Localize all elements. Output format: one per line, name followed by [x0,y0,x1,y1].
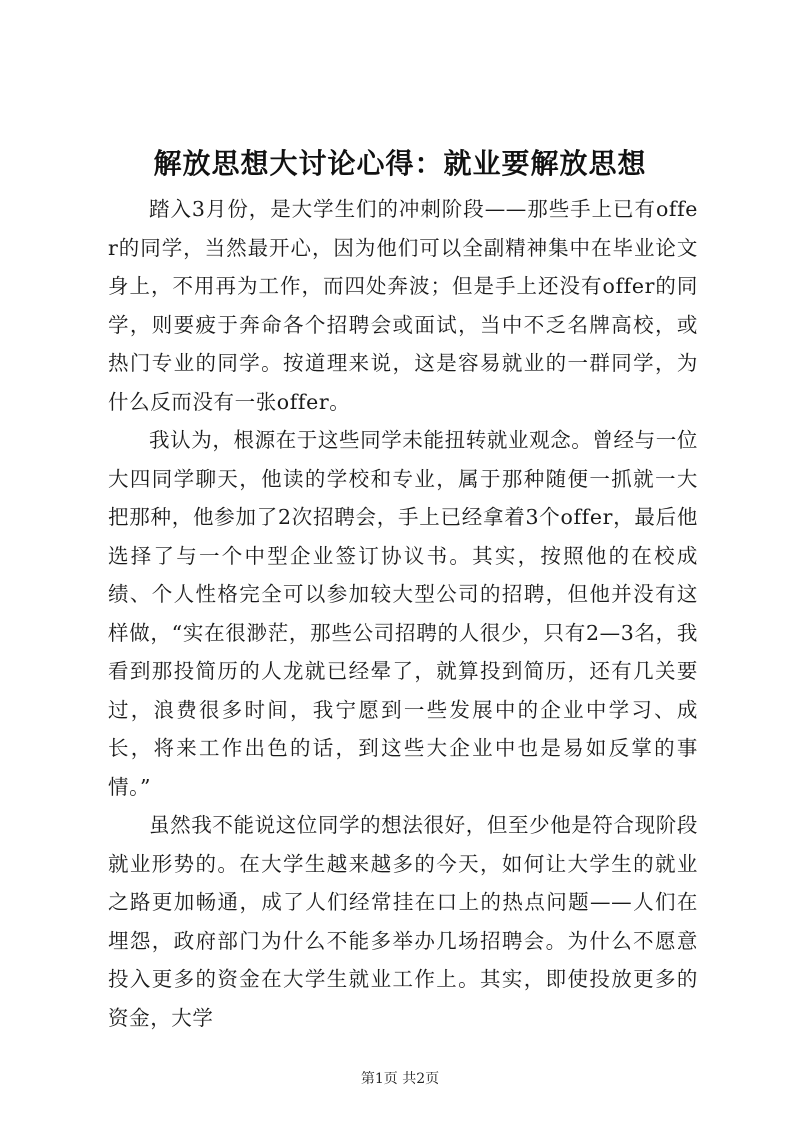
paragraph-2: 我认为，根源在于这些同学未能扭转就业观念。曾经与一位大四同学聊天，他读的学校和专业，属于那种随便一抓就一大把那种，他参加了2次招聘会，手上已经拿着3个offer，最后他选择了与一个中型企业签订协议书。其实，按照他的在校成绩、个人性格完全可以参加较大型公司的招聘，但他并没有这样做，“实在很渺茫，那些公司招聘的人很少，只有2—3名，我看到那投简历的人龙就已经晕了，就算投到简历，还有几关要过，浪费很多时间，我宁愿到一些发展中的企业中学习、成长，将来工作出色的话，到这些大企业中也是易如反掌的事情。” [108,428,698,799]
paragraph-1: 踏入3月份，是大学生们的冲刺阶段——那些手上已有offer的同学，当然最开心，因为他们可以全副精神集中在毕业论文身上，不用再为工作，而四处奔波；但是手上还没有offer的同学，则要疲于奔命各个招聘会或面试，当中不乏名牌高校，或热门专业的同学。按道理来说，这是容易就业的一群同学，为什么反而没有一张offer。 [108,197,698,414]
paragraph-3: 虽然我不能说这位同学的想法很好，但至少他是符合现阶段就业形势的。在大学生越来越多的今天，如何让大学生的就业之路更加畅通，成了人们经常挂在口上的热点问题——人们在埋怨，政府部门为什么不能多举办几场招聘会。为什么不愿意投入更多的资金在大学生就业工作上。其实，即使投放更多的资金，大学 [108,813,698,1030]
page-footer: 第1页 共2页 [360,1071,440,1087]
document-title: 解放思想大讨论心得：就业要解放思想 [153,147,647,180]
document-body [108,190,698,1037]
